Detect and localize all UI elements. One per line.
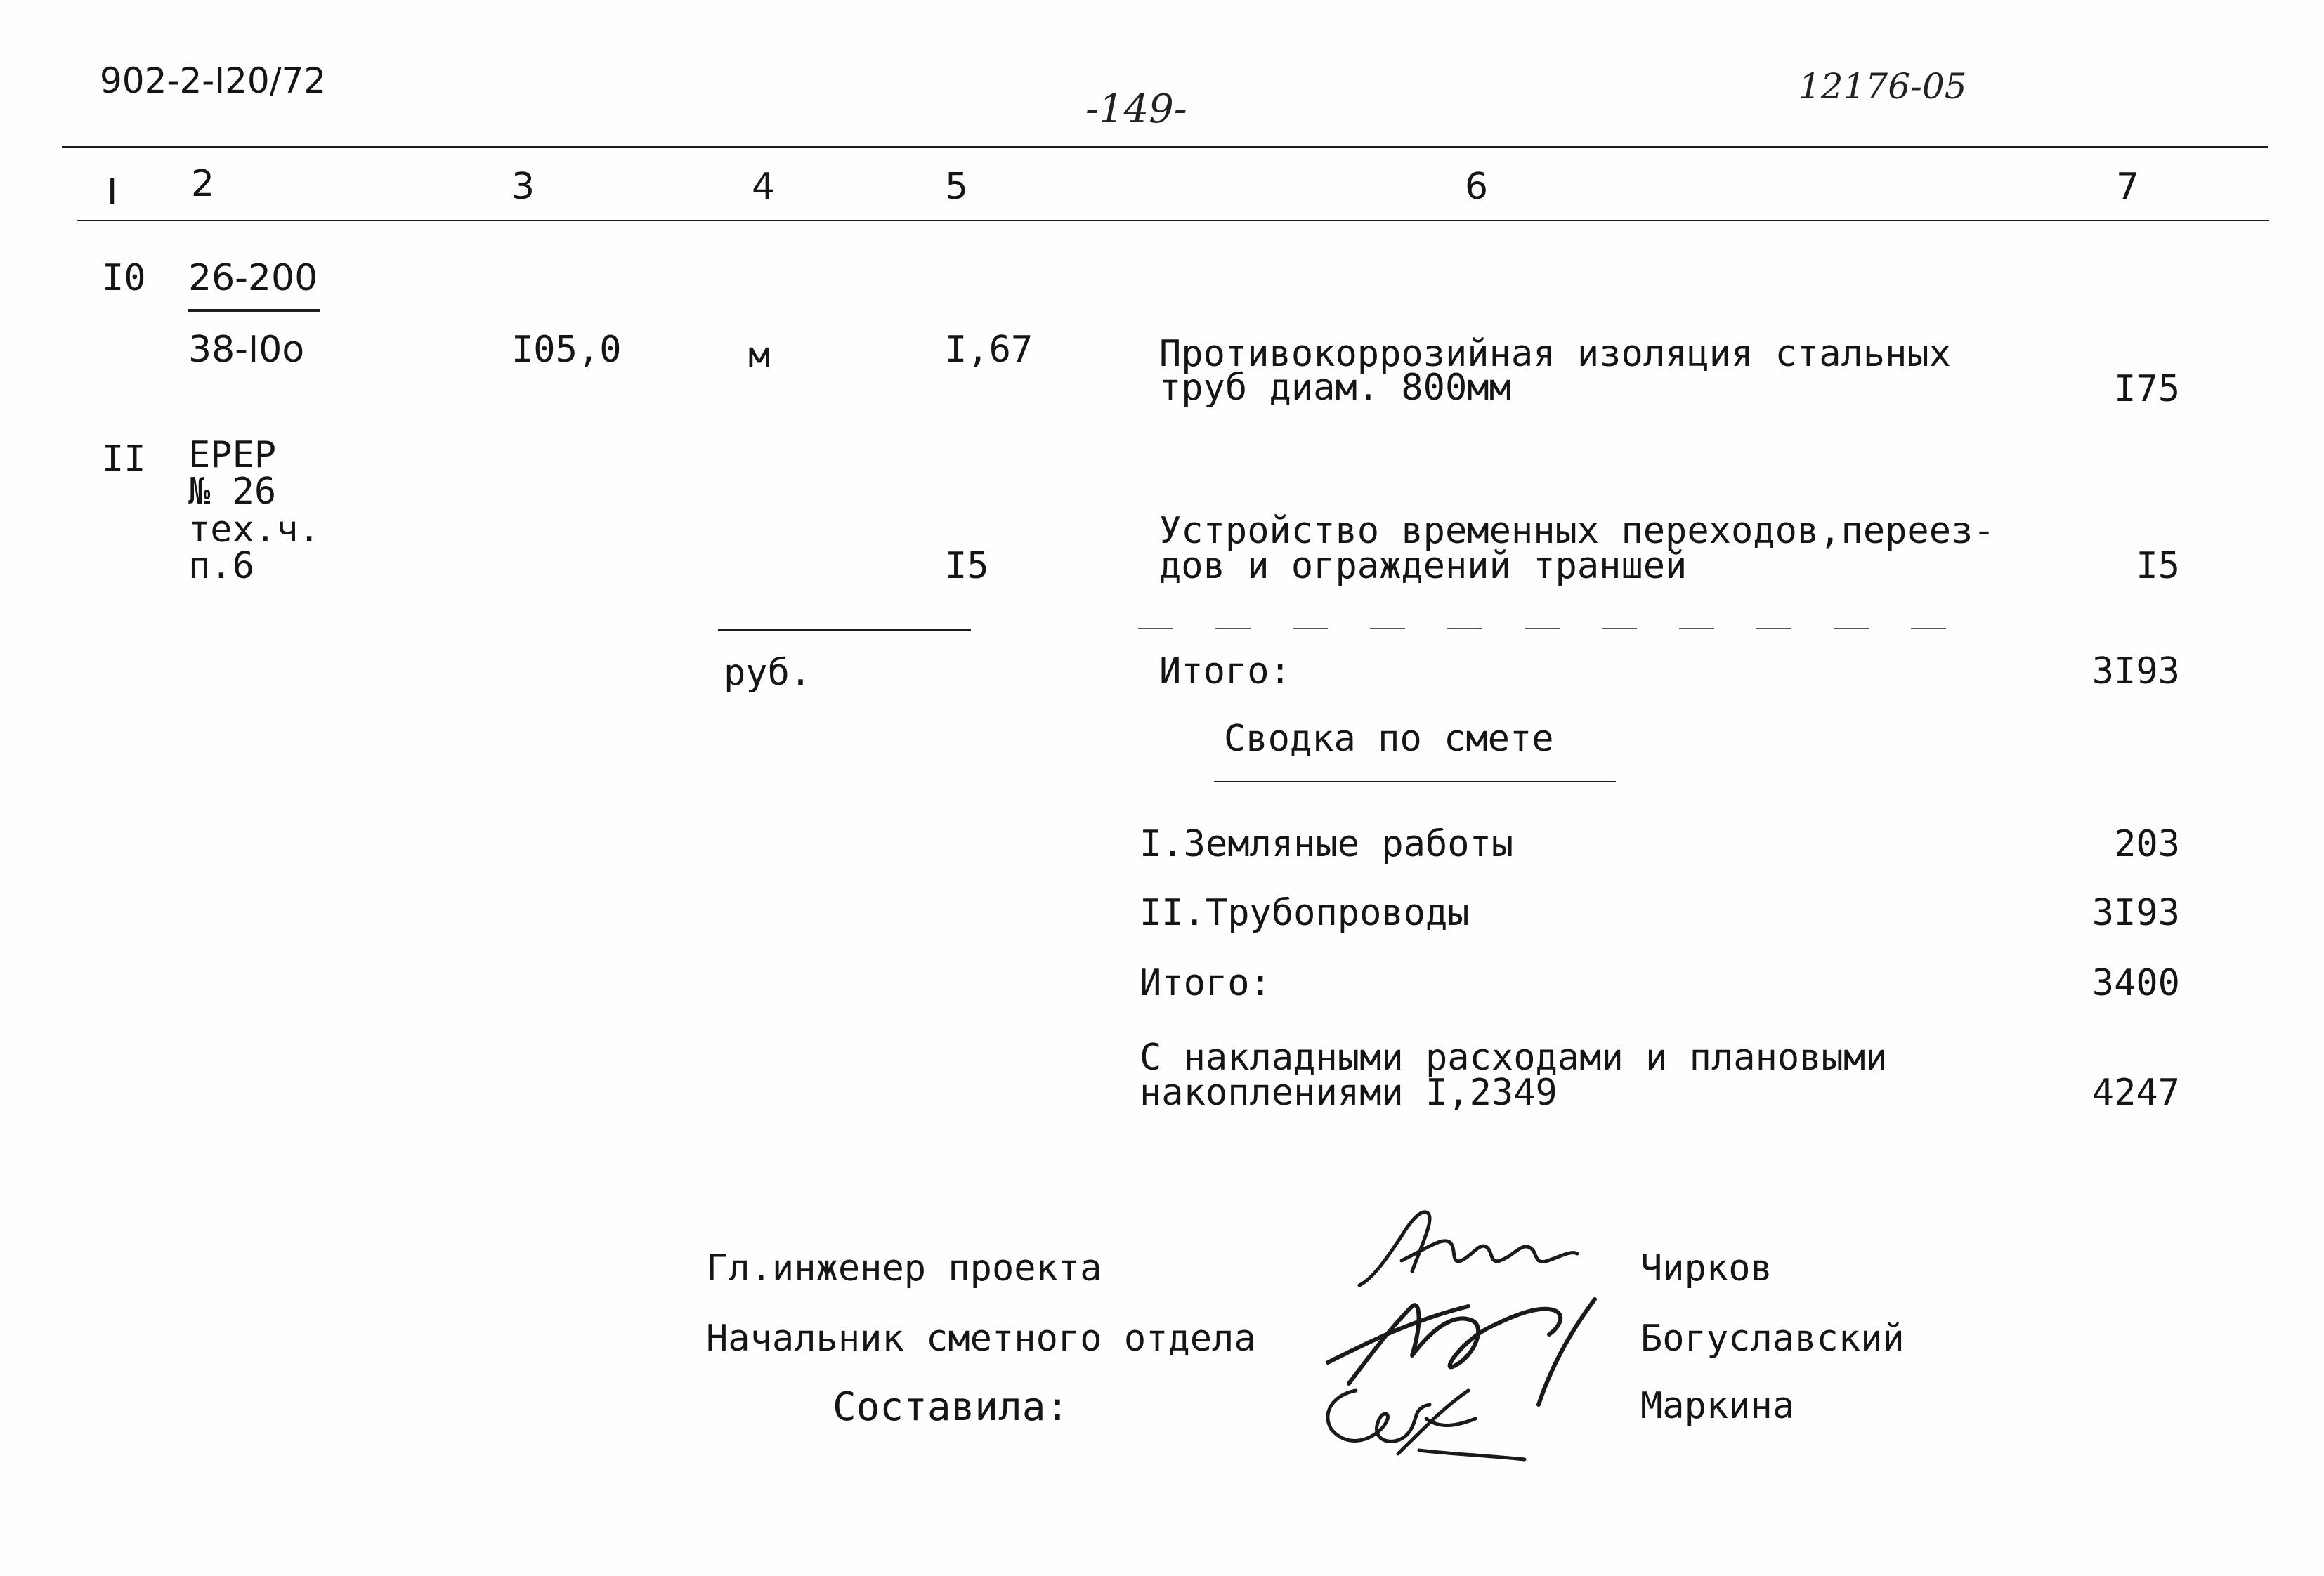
- summary-item-label: Итого:: [1140, 962, 1272, 1004]
- code-separator: [188, 309, 320, 312]
- row-description-line1: Противокоррозийная изоляция стальных: [1159, 333, 1952, 375]
- row-description-line2: дов и ограждений траншей: [1159, 545, 1687, 587]
- column-header-4: 4: [752, 166, 776, 208]
- row-price: I,67: [945, 329, 1033, 371]
- table-top-rule: [62, 146, 2268, 148]
- row-code: 38-I0o: [188, 329, 305, 371]
- summary-title: Сводка по смете: [1224, 718, 1554, 760]
- row-total: I5: [2136, 545, 2180, 587]
- summary-title-underline: [1214, 781, 1616, 782]
- row-description-line1: Устройство временных переходов,переез-: [1159, 510, 1995, 552]
- row-number: II: [102, 438, 146, 480]
- row-unit: м: [748, 334, 771, 376]
- row-reference-line2: № 26: [188, 471, 277, 513]
- subtotal-label: Итого:: [1159, 650, 1291, 692]
- document-code: 902-2-I20/72: [100, 60, 327, 101]
- overhead-line2: накоплениями I,2349: [1140, 1072, 1558, 1114]
- row-reference-line1: ЕРЕР: [188, 434, 277, 476]
- column-header-rule: [77, 220, 2269, 221]
- column-header-3: 3: [511, 166, 535, 208]
- row-description-line2: труб диам. 800мм: [1159, 367, 1511, 409]
- signature-name: Чирков: [1640, 1247, 1773, 1289]
- page-number: -149-: [1085, 86, 1187, 132]
- column-header-5: 5: [945, 166, 969, 208]
- row-price: I5: [945, 545, 989, 587]
- overhead-value: 4247: [2091, 1072, 2180, 1114]
- column-header-2: 2: [191, 163, 215, 205]
- row-reference-line3: тех.ч.: [188, 508, 320, 551]
- album-code: 12176-05: [1799, 66, 1967, 107]
- summary-item-label: II.Трубопроводы: [1140, 892, 1470, 934]
- summary-item-label: I.Земляные работы: [1140, 823, 1514, 865]
- summary-item-value: 203: [2114, 823, 2180, 865]
- row-total: I75: [2114, 368, 2180, 410]
- signature-name: Богуславский: [1640, 1318, 1905, 1360]
- signature-role: Составила:: [833, 1384, 1070, 1430]
- subtotal-rule: [718, 629, 971, 631]
- column-header-7: 7: [2116, 166, 2140, 208]
- row-quantity: I05,0: [511, 329, 622, 371]
- signature-role: Начальник сметного отдела: [706, 1318, 1256, 1360]
- subtotal-unit: руб.: [724, 652, 812, 694]
- row-number: I0: [102, 257, 146, 299]
- column-header-1: I: [107, 171, 118, 214]
- row-code-top: 26-200: [188, 257, 318, 299]
- column-header-6: 6: [1465, 166, 1489, 208]
- subtotal-value: 3I93: [2091, 650, 2180, 692]
- summary-item-value: 3400: [2091, 962, 2180, 1004]
- row-reference-line4: п.6: [188, 545, 254, 587]
- subtotal-rule-dashed: [1138, 628, 1981, 629]
- summary-item-value: 3I93: [2091, 892, 2180, 934]
- signature-name: Маркина: [1640, 1385, 1795, 1427]
- handwritten-signature-compiler: [1307, 1377, 1546, 1468]
- signature-role: Гл.инженер проекта: [706, 1247, 1102, 1289]
- overhead-line1: С накладными расходами и плановыми: [1140, 1037, 1888, 1079]
